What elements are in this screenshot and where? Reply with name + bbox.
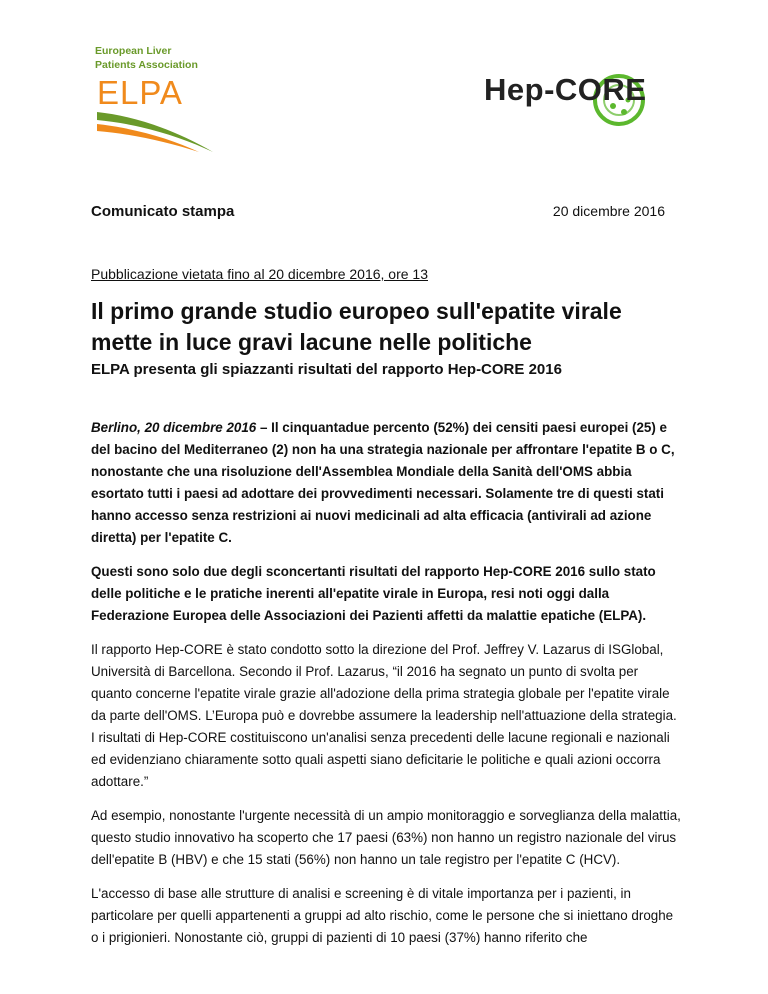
subheadline: ELPA presenta gli spiazzanti risultati del rapporto Hep-CORE 2016 [91,361,562,378]
elpa-tagline-line-2: Patients Association [95,59,198,71]
press-release-label: Comunicato stampa [91,203,235,220]
elpa-tagline-line-1: European Liver [95,45,172,57]
elpa-swoosh-icon [95,106,225,154]
paragraph-2: Questi sono solo due degli sconcertanti risultati del rapporto Hep-CORE 2016 sullo stato delle politiche e le pratiche inerenti all'epatite virale in Europa, resi noti oggi dalla Federazione Europea delle Associazioni dei Pazienti affetti da malattie epatiche (ELPA). [91,564,656,623]
hep-core-logo [484,70,684,130]
embargo-notice: Pubblicazione vietata fino al 20 dicembre 2016, ore 13 [91,266,428,282]
paragraph-1 [91,417,681,549]
body-text [91,417,681,961]
elpa-logo [95,44,225,154]
dateline: Berlino, 20 dicembre 2016 [91,420,257,435]
paragraph-1-text: – Il cinquantadue percento (52%) dei censiti paesi europei (25) e del bacino del Mediterraneo (2) non ha una strategia nazionale per affrontare l'epatite B o C, nonostante che una risoluzione dell'Assemblea Mondiale della Sanità dell'OMS abbia esortato tutti i paesi ad adottare dei provvedimenti necessari. Solamente tre di questi stati hanno accesso senza restrizioni ai nuovi medicinali ad alta efficacia (antivirali ad azione diretta) per l'epatite C. [91,420,675,545]
paragraph-5: L'accesso di base alle strutture di analisi e screening è di vitale importanza per i pazienti, in particolare per quelli appartenenti a gruppi ad alto rischio, come le persone che si iniettano droghe o i prigionieri. Nonostante ciò, gruppi di pazienti di 10 paesi (37%) hanno riferito che [91,886,674,945]
press-release-date: 20 dicembre 2016 [552,203,665,219]
elpa-tagline [95,44,198,72]
headline: Il primo grande studio europeo sull'epatite virale mette in luce gravi lacune nelle politiche [91,298,622,355]
paragraph-3: Il rapporto Hep-CORE è stato condotto sotto la direzione del Prof. Jeffrey V. Lazarus di ISGlobal, Università di Barcellona. Secondo il Prof. Lazarus, “il 2016 ha segnato un punto di svolta per quanto concerne l'epatite virale grazie all'adozione della prima strategia globale per l'epatite virale da parte dell'OMS. L’Europa può e dovrebbe assumere la leadership nell'attuazione della strategia. I risultati di Hep-CORE costituiscono un'analisi senza precedenti delle lacune regionali e nazionali ed evidenziano chiaramente sotto quali aspetti siano deficitarie le politiche e quali azioni occorra adottare.” [91,642,677,789]
paragraph-4: Ad esempio, nonostante l'urgente necessità di un ampio monitoraggio e sorveglianza della malattia, questo studio innovativo ha scoperto che 17 paesi (63%) non hanno un registro nazionale del virus dell'epatite B (HBV) e che 15 stati (56%) non hanno un tale registro per l'epatite C (HCV). [91,808,681,867]
elpa-wordmark: ELPA [97,74,183,111]
hep-core-wordmark: Hep-CORE [484,72,647,107]
